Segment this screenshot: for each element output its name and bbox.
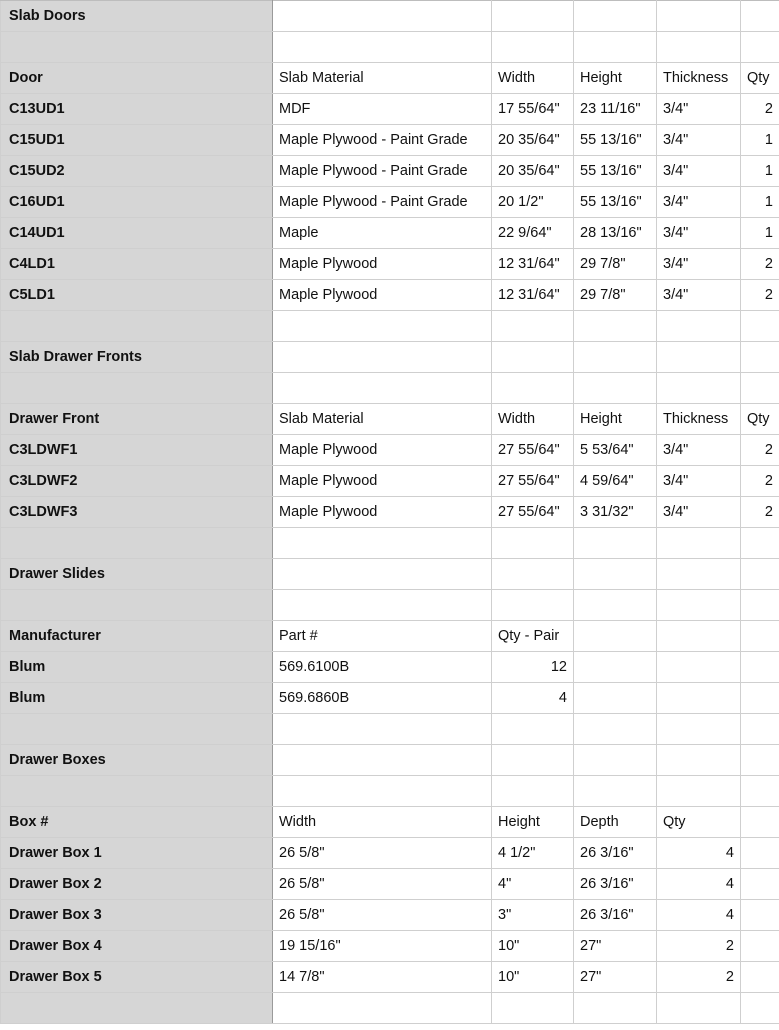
sheet-cell[interactable]: C3LDWF1 bbox=[1, 435, 273, 466]
sheet-cell[interactable] bbox=[574, 683, 657, 714]
sheet-cell[interactable] bbox=[741, 745, 779, 776]
sheet-row bbox=[1, 280, 779, 311]
sheet-cell[interactable]: Door bbox=[1, 63, 273, 94]
sheet-cell[interactable]: 26 3/16" bbox=[574, 869, 657, 900]
sheet-cell[interactable] bbox=[657, 342, 741, 373]
sheet-cell[interactable]: 569.6100B bbox=[273, 652, 492, 683]
sheet-cell[interactable]: 1 bbox=[741, 218, 779, 249]
sheet-cell[interactable]: 17 55/64" bbox=[492, 94, 574, 125]
sheet-cell[interactable]: 20 35/64" bbox=[492, 156, 574, 187]
sheet-cell[interactable] bbox=[1, 373, 273, 404]
sheet-cell[interactable] bbox=[657, 1, 741, 32]
sheet-cell[interactable]: 29 7/8" bbox=[574, 280, 657, 311]
sheet-cell[interactable]: 3/4" bbox=[657, 497, 741, 528]
sheet-cell[interactable]: Width bbox=[273, 807, 492, 838]
sheet-row bbox=[1, 187, 779, 218]
sheet-row bbox=[1, 776, 779, 807]
sheet-cell[interactable]: Drawer Slides bbox=[1, 559, 273, 590]
sheet-cell[interactable]: Slab Doors bbox=[1, 1, 273, 32]
sheet-cell[interactable] bbox=[574, 776, 657, 807]
sheet-cell[interactable]: Slab Drawer Fronts bbox=[1, 342, 273, 373]
sheet-cell[interactable] bbox=[741, 683, 779, 714]
sheet-cell[interactable] bbox=[741, 621, 779, 652]
sheet-row bbox=[1, 125, 779, 156]
sheet-cell[interactable] bbox=[657, 559, 741, 590]
sheet-cell[interactable] bbox=[273, 745, 492, 776]
sheet-row bbox=[1, 528, 779, 559]
sheet-row bbox=[1, 590, 779, 621]
sheet-cell[interactable] bbox=[273, 528, 492, 559]
sheet-cell[interactable]: Height bbox=[574, 404, 657, 435]
sheet-cell[interactable] bbox=[741, 776, 779, 807]
sheet-row bbox=[1, 652, 779, 683]
sheet-cell[interactable]: C5LD1 bbox=[1, 280, 273, 311]
sheet-cell[interactable] bbox=[741, 993, 779, 1024]
sheet-row bbox=[1, 838, 779, 869]
sheet-cell[interactable]: 3/4" bbox=[657, 280, 741, 311]
sheet-cell[interactable]: 2 bbox=[657, 931, 741, 962]
sheet-row bbox=[1, 807, 779, 838]
sheet-cell[interactable] bbox=[741, 32, 779, 63]
sheet-cell[interactable] bbox=[273, 373, 492, 404]
sheet-cell[interactable] bbox=[273, 342, 492, 373]
sheet-cell[interactable] bbox=[741, 528, 779, 559]
sheet-cell[interactable]: Thickness bbox=[657, 404, 741, 435]
sheet-cell[interactable]: 27 55/64" bbox=[492, 435, 574, 466]
sheet-cell[interactable]: 19 15/16" bbox=[273, 931, 492, 962]
sheet-cell[interactable] bbox=[657, 652, 741, 683]
sheet-cell[interactable]: MDF bbox=[273, 94, 492, 125]
sheet-cell[interactable]: 55 13/16" bbox=[574, 187, 657, 218]
sheet-cell[interactable]: 4" bbox=[492, 869, 574, 900]
sheet-cell[interactable]: 23 11/16" bbox=[574, 94, 657, 125]
sheet-cell[interactable] bbox=[657, 683, 741, 714]
sheet-cell[interactable]: 3/4" bbox=[657, 187, 741, 218]
sheet-cell[interactable]: 2 bbox=[741, 435, 779, 466]
sheet-cell[interactable]: 5 53/64" bbox=[574, 435, 657, 466]
sheet-cell[interactable]: 569.6860B bbox=[273, 683, 492, 714]
sheet-cell[interactable]: 27" bbox=[574, 931, 657, 962]
sheet-cell[interactable] bbox=[273, 32, 492, 63]
sheet-row bbox=[1, 993, 779, 1024]
sheet-cell[interactable]: 28 13/16" bbox=[574, 218, 657, 249]
sheet-row bbox=[1, 342, 779, 373]
sheet-cell[interactable]: Maple Plywood bbox=[273, 435, 492, 466]
sheet-cell[interactable]: 12 bbox=[492, 652, 574, 683]
sheet-cell[interactable]: 3/4" bbox=[657, 466, 741, 497]
sheet-cell[interactable] bbox=[1, 776, 273, 807]
sheet-cell[interactable] bbox=[273, 559, 492, 590]
sheet-cell[interactable]: C3LDWF2 bbox=[1, 466, 273, 497]
sheet-row bbox=[1, 373, 779, 404]
sheet-cell[interactable] bbox=[741, 714, 779, 745]
sheet-cell[interactable]: 2 bbox=[657, 962, 741, 993]
sheet-cell[interactable]: Part # bbox=[273, 621, 492, 652]
sheet-cell[interactable]: 1 bbox=[741, 156, 779, 187]
sheet-cell[interactable]: Qty - Pair bbox=[492, 621, 574, 652]
sheet-cell[interactable] bbox=[657, 528, 741, 559]
sheet-cell[interactable]: 10" bbox=[492, 962, 574, 993]
sheet-cell[interactable]: 12 31/64" bbox=[492, 249, 574, 280]
sheet-cell[interactable] bbox=[574, 32, 657, 63]
sheet-row bbox=[1, 683, 779, 714]
sheet-cell[interactable]: 55 13/16" bbox=[574, 156, 657, 187]
sheet-cell[interactable]: Maple Plywood bbox=[273, 466, 492, 497]
sheet-cell[interactable]: Blum bbox=[1, 652, 273, 683]
sheet-row bbox=[1, 466, 779, 497]
sheet-cell[interactable] bbox=[741, 931, 779, 962]
sheet-body bbox=[1, 1, 779, 1024]
sheet-cell[interactable] bbox=[492, 373, 574, 404]
sheet-cell[interactable] bbox=[492, 776, 574, 807]
sheet-cell[interactable]: 29 7/8" bbox=[574, 249, 657, 280]
sheet-row bbox=[1, 435, 779, 466]
sheet-cell[interactable]: 2 bbox=[741, 466, 779, 497]
sheet-cell[interactable] bbox=[741, 807, 779, 838]
sheet-cell[interactable] bbox=[657, 311, 741, 342]
sheet-cell[interactable] bbox=[657, 590, 741, 621]
sheet-cell[interactable]: 4 1/2" bbox=[492, 838, 574, 869]
sheet-cell[interactable]: 26 5/8" bbox=[273, 869, 492, 900]
sheet-row bbox=[1, 869, 779, 900]
sheet-cell[interactable] bbox=[1, 311, 273, 342]
sheet-cell[interactable]: Drawer Box 3 bbox=[1, 900, 273, 931]
sheet-cell[interactable] bbox=[273, 311, 492, 342]
sheet-cell[interactable] bbox=[492, 528, 574, 559]
sheet-cell[interactable]: Drawer Box 2 bbox=[1, 869, 273, 900]
sheet-cell[interactable] bbox=[657, 993, 741, 1024]
sheet-cell[interactable]: Drawer Box 4 bbox=[1, 931, 273, 962]
sheet-cell[interactable]: Drawer Box 5 bbox=[1, 962, 273, 993]
sheet-cell[interactable]: 10" bbox=[492, 931, 574, 962]
sheet-cell[interactable]: Height bbox=[492, 807, 574, 838]
sheet-cell[interactable]: C13UD1 bbox=[1, 94, 273, 125]
sheet-cell[interactable] bbox=[741, 838, 779, 869]
sheet-cell[interactable]: C15UD1 bbox=[1, 125, 273, 156]
sheet-cell[interactable]: C3LDWF3 bbox=[1, 497, 273, 528]
sheet-cell[interactable] bbox=[741, 373, 779, 404]
sheet-cell[interactable] bbox=[741, 559, 779, 590]
sheet-row bbox=[1, 900, 779, 931]
sheet-cell[interactable]: 2 bbox=[741, 94, 779, 125]
sheet-cell[interactable]: 12 31/64" bbox=[492, 280, 574, 311]
sheet-row bbox=[1, 931, 779, 962]
sheet-cell[interactable] bbox=[273, 1, 492, 32]
sheet-cell[interactable]: 20 35/64" bbox=[492, 125, 574, 156]
sheet-cell[interactable] bbox=[574, 745, 657, 776]
sheet-cell[interactable] bbox=[492, 342, 574, 373]
sheet-cell[interactable]: Maple Plywood - Paint Grade bbox=[273, 187, 492, 218]
sheet-cell[interactable] bbox=[574, 590, 657, 621]
sheet-cell[interactable]: 22 9/64" bbox=[492, 218, 574, 249]
sheet-cell[interactable] bbox=[1, 590, 273, 621]
sheet-cell[interactable] bbox=[741, 311, 779, 342]
sheet-row bbox=[1, 218, 779, 249]
sheet-row bbox=[1, 745, 779, 776]
sheet-cell[interactable] bbox=[492, 993, 574, 1024]
sheet-cell[interactable] bbox=[574, 311, 657, 342]
sheet-cell[interactable] bbox=[492, 32, 574, 63]
sheet-cell[interactable]: 20 1/2" bbox=[492, 187, 574, 218]
sheet-cell[interactable]: Maple Plywood bbox=[273, 280, 492, 311]
sheet-row bbox=[1, 962, 779, 993]
sheet-cell[interactable]: 4 59/64" bbox=[574, 466, 657, 497]
sheet-cell[interactable]: 3/4" bbox=[657, 94, 741, 125]
sheet-cell[interactable] bbox=[657, 621, 741, 652]
sheet-cell[interactable]: 3/4" bbox=[657, 125, 741, 156]
sheet-cell[interactable]: 26 5/8" bbox=[273, 900, 492, 931]
sheet-cell[interactable]: Drawer Front bbox=[1, 404, 273, 435]
sheet-cell[interactable] bbox=[657, 373, 741, 404]
sheet-cell[interactable]: 27 55/64" bbox=[492, 466, 574, 497]
sheet-cell[interactable] bbox=[741, 590, 779, 621]
sheet-cell[interactable] bbox=[741, 652, 779, 683]
sheet-cell[interactable] bbox=[273, 993, 492, 1024]
sheet-cell[interactable]: 55 13/16" bbox=[574, 125, 657, 156]
sheet-cell[interactable]: 1 bbox=[741, 125, 779, 156]
sheet-cell[interactable]: 3" bbox=[492, 900, 574, 931]
sheet-cell[interactable]: 4 bbox=[657, 838, 741, 869]
sheet-cell[interactable]: 26 5/8" bbox=[273, 838, 492, 869]
sheet-cell[interactable] bbox=[741, 342, 779, 373]
sheet-row bbox=[1, 1, 779, 32]
sheet-cell[interactable]: 3/4" bbox=[657, 156, 741, 187]
sheet-cell[interactable]: C16UD1 bbox=[1, 187, 273, 218]
sheet-cell[interactable]: Maple bbox=[273, 218, 492, 249]
sheet-cell[interactable] bbox=[1, 714, 273, 745]
sheet-cell[interactable]: 14 7/8" bbox=[273, 962, 492, 993]
sheet-cell[interactable]: 3 31/32" bbox=[574, 497, 657, 528]
sheet-cell[interactable]: Slab Material bbox=[273, 404, 492, 435]
sheet-cell[interactable] bbox=[574, 621, 657, 652]
sheet-cell[interactable] bbox=[273, 776, 492, 807]
sheet-row bbox=[1, 404, 779, 435]
sheet-cell[interactable] bbox=[657, 32, 741, 63]
sheet-row bbox=[1, 63, 779, 94]
sheet-cell[interactable] bbox=[492, 559, 574, 590]
sheet-cell[interactable] bbox=[492, 590, 574, 621]
sheet-row bbox=[1, 559, 779, 590]
sheet-cell[interactable]: Qty bbox=[657, 807, 741, 838]
sheet-cell[interactable]: Maple Plywood - Paint Grade bbox=[273, 125, 492, 156]
sheet-cell[interactable] bbox=[741, 900, 779, 931]
sheet-cell[interactable] bbox=[273, 590, 492, 621]
sheet-cell[interactable] bbox=[492, 311, 574, 342]
sheet-cell[interactable] bbox=[574, 993, 657, 1024]
sheet-cell[interactable] bbox=[1, 528, 273, 559]
sheet-cell[interactable]: 27 55/64" bbox=[492, 497, 574, 528]
sheet-cell[interactable]: 4 bbox=[657, 869, 741, 900]
sheet-cell[interactable] bbox=[574, 342, 657, 373]
sheet-cell[interactable]: Maple Plywood bbox=[273, 249, 492, 280]
sheet-cell[interactable]: Width bbox=[492, 63, 574, 94]
sheet-cell[interactable] bbox=[741, 869, 779, 900]
sheet-cell[interactable]: 27" bbox=[574, 962, 657, 993]
sheet-cell[interactable]: 1 bbox=[741, 187, 779, 218]
sheet-cell[interactable]: 3/4" bbox=[657, 435, 741, 466]
sheet-cell[interactable]: Maple Plywood bbox=[273, 497, 492, 528]
sheet-cell[interactable] bbox=[741, 962, 779, 993]
sheet-cell[interactable]: 3/4" bbox=[657, 249, 741, 280]
sheet-cell[interactable]: 2 bbox=[741, 280, 779, 311]
sheet-cell[interactable]: 2 bbox=[741, 249, 779, 280]
sheet-cell[interactable] bbox=[1, 32, 273, 63]
sheet-cell[interactable] bbox=[741, 1, 779, 32]
sheet-cell[interactable]: Height bbox=[574, 63, 657, 94]
sheet-cell[interactable]: Drawer Boxes bbox=[1, 745, 273, 776]
sheet-cell[interactable]: 4 bbox=[492, 683, 574, 714]
sheet-cell[interactable]: C14UD1 bbox=[1, 218, 273, 249]
sheet-cell[interactable] bbox=[574, 1, 657, 32]
sheet-row bbox=[1, 311, 779, 342]
sheet-cell[interactable]: Slab Material bbox=[273, 63, 492, 94]
sheet-row bbox=[1, 94, 779, 125]
sheet-cell[interactable]: 4 bbox=[657, 900, 741, 931]
sheet-row bbox=[1, 621, 779, 652]
sheet-cell[interactable] bbox=[273, 714, 492, 745]
sheet-cell[interactable]: Thickness bbox=[657, 63, 741, 94]
sheet-cell[interactable] bbox=[574, 373, 657, 404]
sheet-cell[interactable] bbox=[657, 776, 741, 807]
sheet-cell[interactable]: Width bbox=[492, 404, 574, 435]
sheet-cell[interactable]: Depth bbox=[574, 807, 657, 838]
sheet-cell[interactable]: Manufacturer bbox=[1, 621, 273, 652]
sheet-row bbox=[1, 497, 779, 528]
sheet-cell[interactable] bbox=[574, 528, 657, 559]
sheet-cell[interactable]: Maple Plywood - Paint Grade bbox=[273, 156, 492, 187]
sheet-cell[interactable] bbox=[492, 1, 574, 32]
sheet-cell[interactable] bbox=[574, 714, 657, 745]
sheet-cell[interactable] bbox=[1, 993, 273, 1024]
sheet-cell[interactable] bbox=[657, 745, 741, 776]
sheet-row bbox=[1, 156, 779, 187]
sheet-cell[interactable]: Blum bbox=[1, 683, 273, 714]
sheet-cell[interactable] bbox=[657, 714, 741, 745]
sheet-cell[interactable] bbox=[574, 559, 657, 590]
sheet-cell[interactable]: Drawer Box 1 bbox=[1, 838, 273, 869]
sheet-cell[interactable]: Qty bbox=[741, 63, 779, 94]
sheet-cell[interactable] bbox=[574, 652, 657, 683]
sheet-cell[interactable] bbox=[492, 714, 574, 745]
sheet-cell[interactable]: Qty bbox=[741, 404, 779, 435]
sheet-cell[interactable]: Box # bbox=[1, 807, 273, 838]
sheet-cell[interactable]: 26 3/16" bbox=[574, 900, 657, 931]
sheet-row bbox=[1, 249, 779, 280]
sheet-cell[interactable]: 26 3/16" bbox=[574, 838, 657, 869]
sheet-cell[interactable]: 3/4" bbox=[657, 218, 741, 249]
sheet-cell[interactable]: C15UD2 bbox=[1, 156, 273, 187]
sheet-row bbox=[1, 32, 779, 63]
sheet-cell[interactable] bbox=[492, 745, 574, 776]
sheet-row bbox=[1, 714, 779, 745]
sheet-cell[interactable]: 2 bbox=[741, 497, 779, 528]
sheet-cell[interactable]: C4LD1 bbox=[1, 249, 273, 280]
